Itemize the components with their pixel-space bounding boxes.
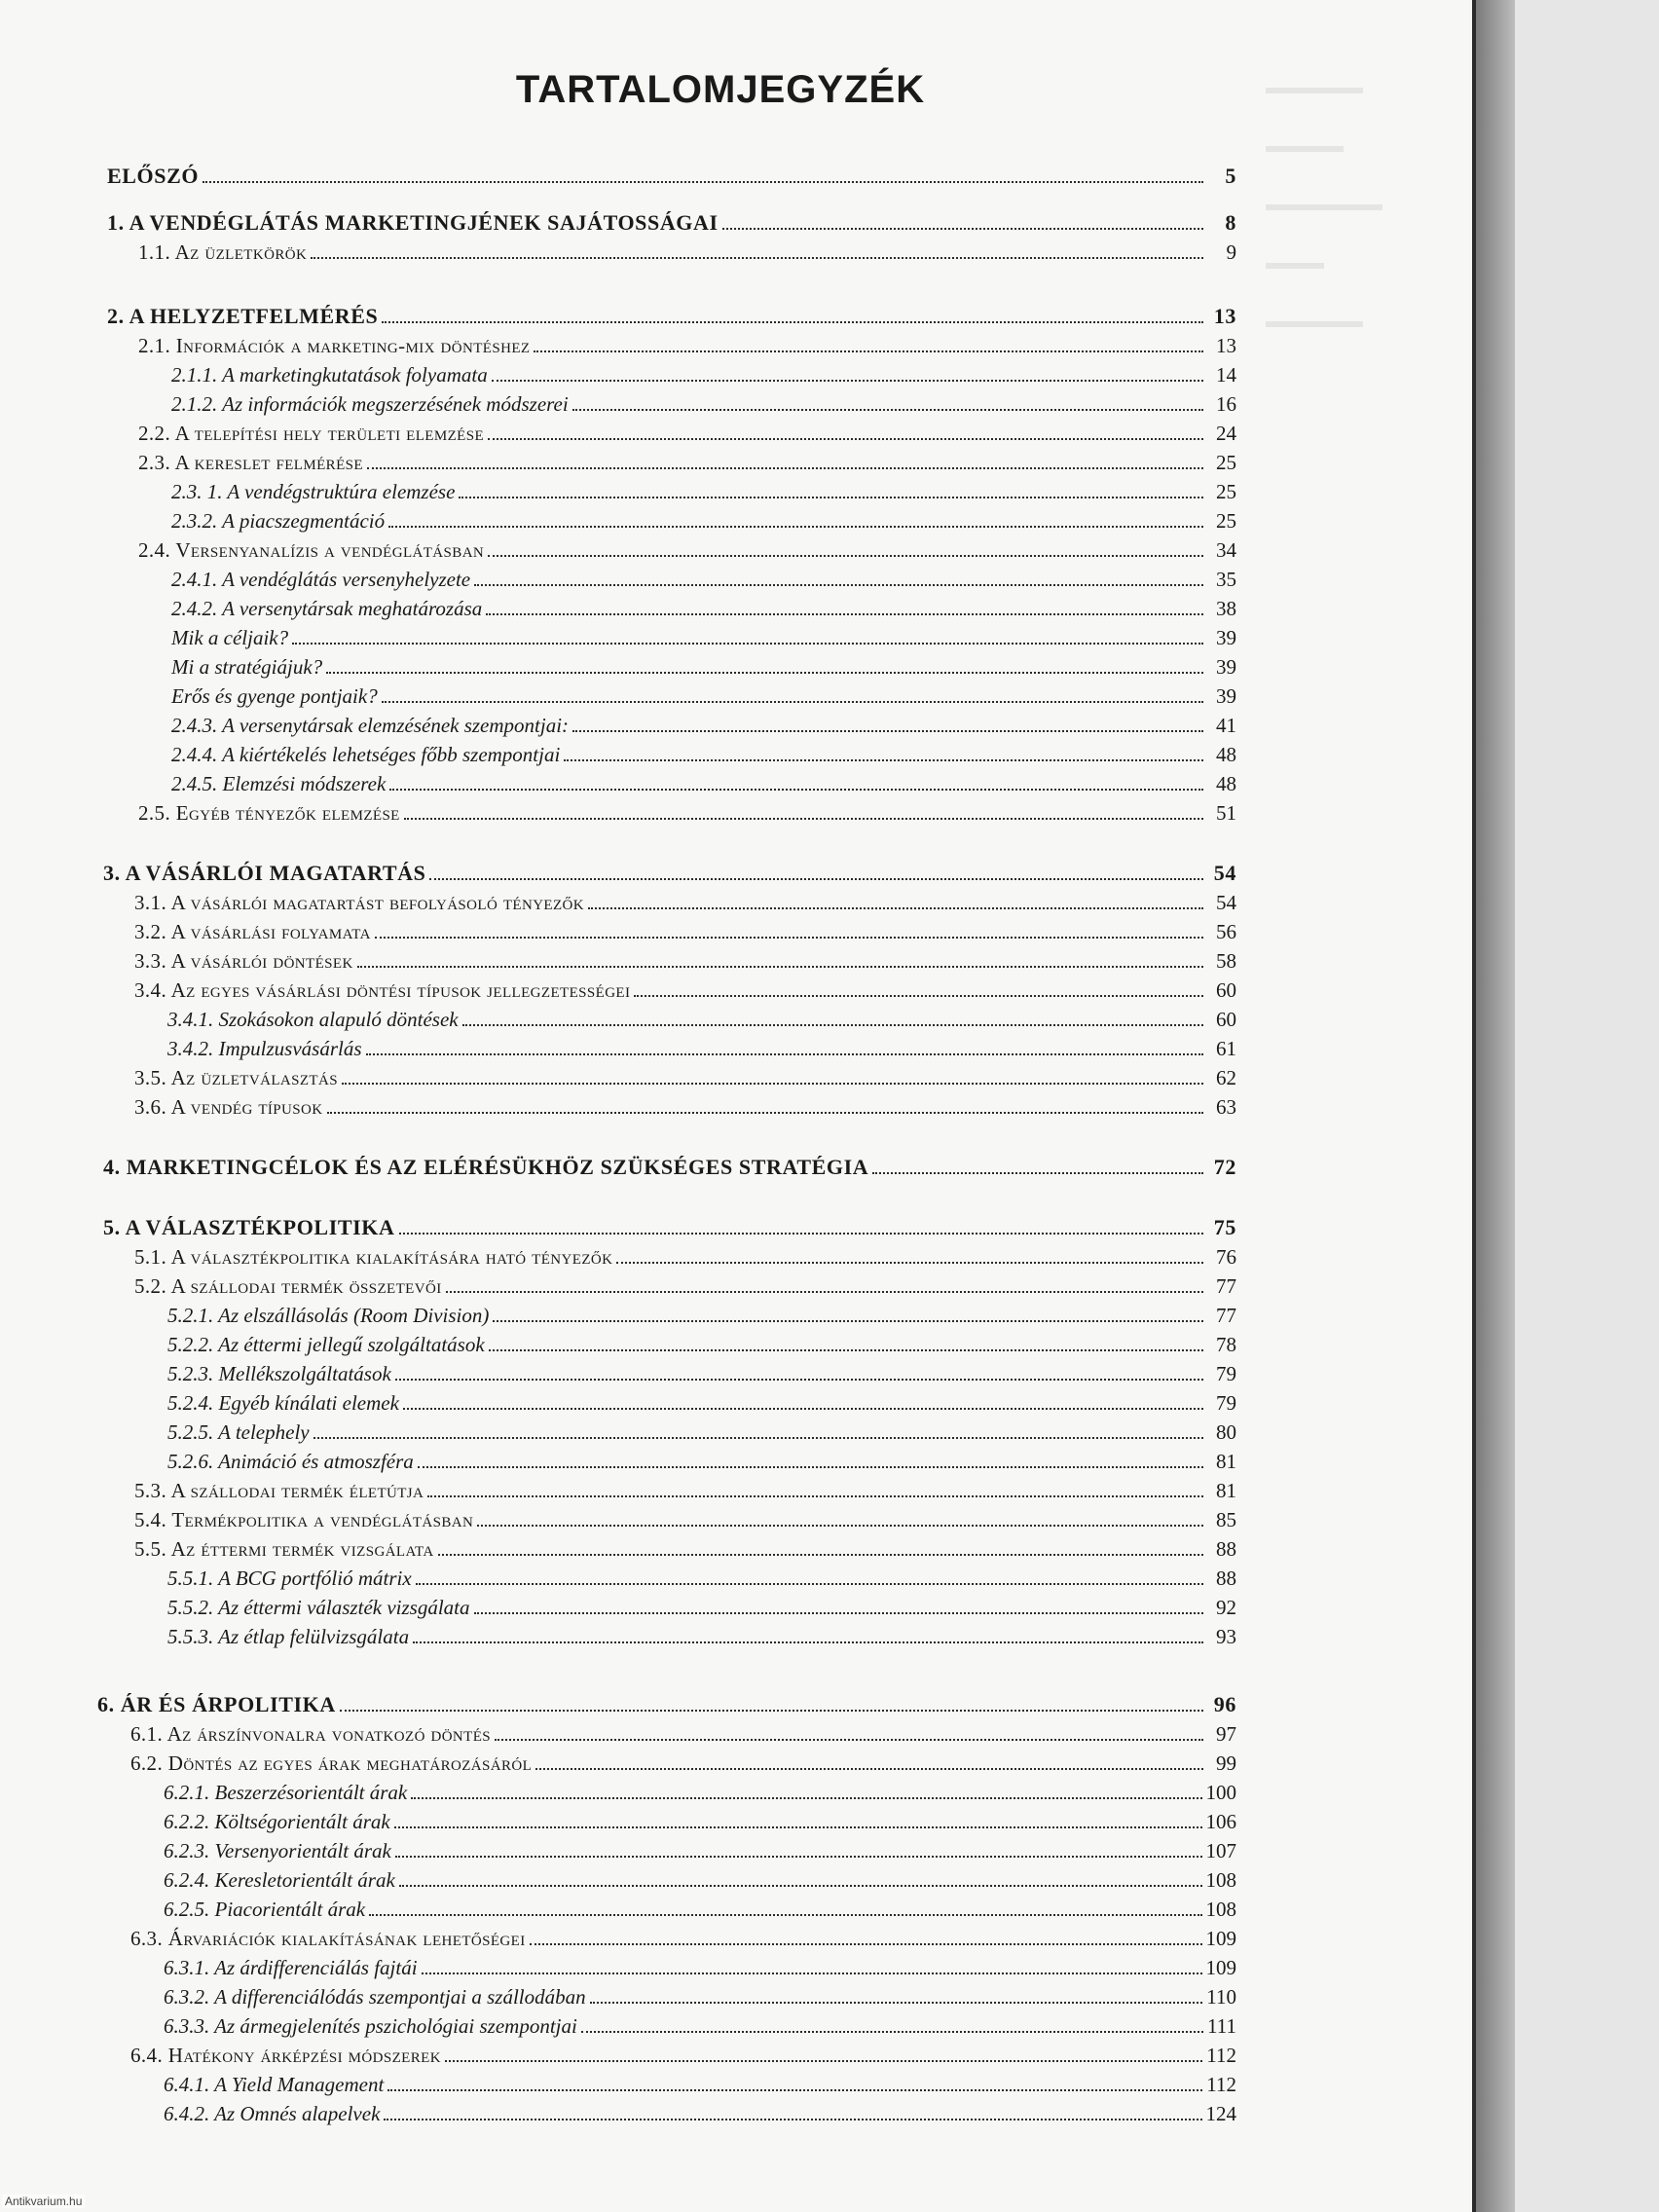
toc-entry-label: 2.1. Információk a marketing-mix döntéshez (138, 334, 531, 357)
toc-entry-label: 6.3. Árvariációk kialakításának lehetőségei (130, 1927, 526, 1950)
toc-chapter-4 (103, 1155, 1236, 1180)
toc-section (138, 800, 1236, 826)
toc-entry-label: Erős és gyenge pontjaik? (171, 684, 378, 708)
toc-section (134, 919, 1236, 944)
toc-section (130, 2043, 1236, 2068)
leader-dots (486, 613, 1203, 615)
toc-entry-label: 3.5. Az üzletválasztás (134, 1066, 338, 1089)
toc-entry-page: 124 (1205, 2102, 1236, 2125)
toc-entry-label: 2.4. Versenyanalízis a vendéglátásban (138, 538, 485, 562)
toc-entry-label: 6.2.4. Keresletorientált árak (164, 1868, 395, 1892)
toc-entry-page: 77 (1216, 1274, 1236, 1298)
leader-dots (535, 1768, 1203, 1770)
toc-subsection (171, 479, 1236, 504)
leader-dots (340, 1710, 1203, 1712)
toc-entry-label: 3.4. Az egyes vásárlási döntési típusok jellegzetességei (134, 978, 631, 1002)
toc-subsection (164, 1867, 1236, 1893)
leader-dots (572, 730, 1203, 732)
leader-dots (326, 672, 1203, 674)
leader-dots (462, 1024, 1203, 1026)
toc-entry-page: 81 (1216, 1450, 1236, 1473)
toc-entry-page: 108 (1205, 1898, 1236, 1921)
toc-entry-page: 110 (1206, 1985, 1236, 2009)
toc-entry-page: 78 (1216, 1333, 1236, 1356)
toc-subsection (171, 742, 1236, 767)
leader-dots (418, 1466, 1203, 1468)
toc-entry-label: 3. A VÁSÁRLÓI MAGATARTÁS (103, 861, 426, 885)
leader-dots (203, 181, 1203, 183)
toc-entry-label: Mik a céljaik? (171, 626, 289, 649)
leader-dots (474, 584, 1203, 586)
leader-dots (387, 2089, 1202, 2091)
toc-subsection (171, 713, 1236, 738)
toc-entry-label: 6. ÁR ÉS ÁRPOLITIKA (97, 1692, 336, 1716)
toc-subsection (167, 1419, 1236, 1445)
toc-subsection (167, 1007, 1236, 1032)
toc-entry-label: 3.6. A vendég típusok (134, 1095, 323, 1119)
toc-subsection (167, 1332, 1236, 1357)
toc-section (134, 1536, 1236, 1562)
toc-entry-label: 5.5.3. Az étlap felülvizsgálata (167, 1625, 410, 1648)
toc-entry-label: 6.3.1. Az árdifferenciálás fajtái (164, 1956, 418, 1979)
toc-entry-page: 25 (1216, 480, 1236, 503)
toc-section (134, 1244, 1236, 1270)
toc-section (138, 421, 1236, 446)
toc-entry-page: 109 (1205, 1927, 1236, 1950)
toc-entry-label: 4. MARKETINGCÉLOK ÉS AZ ELÉRÉSÜKHÖZ SZÜKSÉGES STRATÉGIA (103, 1155, 869, 1179)
toc-section (130, 1751, 1236, 1776)
toc-entry-page: 108 (1205, 1868, 1236, 1892)
toc-entry-page: 14 (1216, 363, 1236, 387)
toc-section (138, 333, 1236, 358)
toc-entry-label: 6.1. Az árszínvonalra vonatkozó döntés (130, 1722, 492, 1746)
toc-entry-label: 6.2.2. Költségorientált árak (164, 1810, 390, 1833)
toc-entry-label: 2.3.2. A piacszegmentáció (171, 509, 386, 533)
leader-dots (489, 1349, 1203, 1351)
toc-entry-page: 5 (1225, 164, 1236, 188)
toc-entry-page: 63 (1216, 1095, 1236, 1119)
toc-section (134, 890, 1236, 915)
toc-entry-page: 9 (1226, 240, 1236, 264)
leader-dots (389, 789, 1203, 791)
toc-subsection (171, 567, 1236, 592)
toc-entry-label: 6.4.1. A Yield Management (164, 2073, 385, 2096)
toc-question (171, 625, 1236, 650)
toc-entry-page: 39 (1216, 626, 1236, 649)
leader-dots (488, 555, 1203, 557)
toc-entry-label: 2.2. A telepítési hely területi elemzése (138, 422, 485, 445)
leader-dots (722, 228, 1203, 230)
leader-dots (477, 1525, 1203, 1527)
toc-entry-label: 6.3.3. Az ármegjelenítés pszichológiai szempontjai (164, 2014, 577, 2038)
toc-subsection (164, 1780, 1236, 1805)
toc-entry-page: 109 (1205, 1956, 1236, 1979)
toc-entry-page: 77 (1216, 1304, 1236, 1327)
leader-dots (327, 1112, 1204, 1114)
toc-entry-page: 75 (1213, 1215, 1236, 1239)
toc-entry-page: 13 (1216, 334, 1236, 357)
leader-dots (438, 1554, 1203, 1556)
toc-entry-page: 58 (1216, 949, 1236, 973)
toc-section (138, 450, 1236, 475)
toc-entry-page: 25 (1216, 509, 1236, 533)
toc-section (138, 240, 1236, 265)
toc-entry-label: 5.2.3. Mellékszolgáltatások (167, 1362, 391, 1385)
toc-entry-page: 96 (1213, 1692, 1236, 1716)
toc-subsection (167, 1390, 1236, 1416)
toc-entry-label: 1. A VENDÉGLÁTÁS MARKETINGJÉNEK SAJÁTOSSÁGAI (107, 210, 719, 235)
toc-subsection (167, 1595, 1236, 1620)
toc-entry-label: 2.4.1. A vendéglátás versenyhelyzete (171, 568, 471, 591)
toc-subsection (171, 508, 1236, 534)
leader-dots (357, 966, 1203, 968)
leader-dots (474, 1612, 1204, 1614)
leader-dots (492, 380, 1203, 382)
leader-dots (311, 257, 1203, 259)
toc-entry-label: 2.3. A kereslet felmérése (138, 451, 363, 474)
leader-dots (429, 878, 1203, 880)
leader-dots (395, 1379, 1203, 1381)
toc-entry-label: 3.4.1. Szokásokon alapuló döntések (167, 1008, 459, 1031)
toc-entry-label: 1.1. Az üzletkörök (138, 240, 308, 264)
leader-dots (403, 1408, 1203, 1410)
toc-entry-label: ELŐSZÓ (107, 164, 200, 188)
toc-entry-label: Mi a stratégiájuk? (171, 655, 323, 679)
leader-dots (382, 321, 1203, 323)
toc-subsection (167, 1361, 1236, 1386)
toc-subsection (164, 1984, 1236, 2009)
toc-entry-label: 5. A VÁLASZTÉKPOLITIKA (103, 1215, 395, 1239)
toc-entry-page: 8 (1225, 210, 1236, 235)
toc-entry-page: 111 (1207, 2014, 1236, 2038)
leader-dots (411, 1797, 1201, 1799)
toc-subsection (171, 771, 1236, 796)
toc-section (138, 537, 1236, 563)
leader-dots (493, 1320, 1203, 1322)
toc-entry-label: 2.4.3. A versenytársak elemzésének szempontjai: (171, 714, 570, 737)
toc-subsection (164, 1809, 1236, 1834)
toc-entry-page: 61 (1216, 1037, 1236, 1060)
leader-dots (634, 995, 1203, 997)
toc-entry-label: 2.1.1. A marketingkutatások folyamata (171, 363, 488, 387)
toc-entry-page: 62 (1216, 1066, 1236, 1089)
toc-entry-label: 5.2.1. Az elszállásolás (Room Division) (167, 1304, 490, 1327)
toc-subsection (164, 1955, 1236, 1980)
leader-dots (394, 1826, 1202, 1828)
toc-entry-label: 5.5.1. A BCG portfólió mátrix (167, 1567, 412, 1590)
toc-entry-page: 79 (1216, 1362, 1236, 1385)
toc-entry-page: 56 (1216, 920, 1236, 943)
toc-entry-page: 99 (1216, 1751, 1236, 1775)
toc-subsection (167, 1036, 1236, 1061)
toc-entry-page: 16 (1216, 392, 1236, 416)
toc-subsection (164, 2101, 1236, 2126)
toc-entry-page: 39 (1216, 684, 1236, 708)
leader-dots (495, 1739, 1203, 1741)
toc-entry-label: 3.1. A vásárlói magatartást befolyásoló tényezők (134, 891, 585, 914)
toc-entry-page: 39 (1216, 655, 1236, 679)
toc-section (130, 1926, 1236, 1951)
toc-question (171, 654, 1236, 680)
toc-entry-label: 6.2. Döntés az egyes árak meghatározásáról (130, 1751, 533, 1775)
toc-entry-page: 34 (1216, 538, 1236, 562)
toc-subsection (167, 1566, 1236, 1591)
toc-section (134, 948, 1236, 974)
toc-entry-label: 6.2.5. Piacorientált árak (164, 1898, 366, 1921)
watermark: Antikvarium.hu (2, 2194, 85, 2208)
toc-entry-label: 2.5. Egyéb tényezők elemzése (138, 801, 400, 825)
toc-entry-page: 48 (1216, 743, 1236, 766)
leader-dots (342, 1083, 1203, 1085)
toc-subsection (167, 1303, 1236, 1328)
toc-chapter-1 (107, 210, 1236, 236)
toc-entry-page: 48 (1216, 772, 1236, 795)
toc-chapter-6 (97, 1692, 1236, 1717)
toc-entry-foreword (107, 164, 1236, 189)
toc-chapter-5 (103, 1215, 1236, 1240)
toc-entry-page: 80 (1216, 1420, 1236, 1444)
leader-dots (384, 2119, 1201, 2120)
toc-entry-page: 54 (1213, 861, 1236, 885)
toc-subsection (164, 2072, 1236, 2097)
toc-entry-page: 54 (1216, 891, 1236, 914)
toc-entry-label: 2.3. 1. A vendégstruktúra elemzése (171, 480, 456, 503)
toc-subsection (164, 1897, 1236, 1922)
toc-entry-page: 88 (1216, 1567, 1236, 1590)
toc-entry-label: 5.5. Az éttermi termék vizsgálata (134, 1537, 434, 1561)
toc-entry-label: 5.2.4. Egyéb kínálati elemek (167, 1391, 399, 1415)
toc-entry-label: 6.4.2. Az Omnés alapelvek (164, 2102, 381, 2125)
toc-entry-label: 2.4.2. A versenytársak meghatározása (171, 597, 483, 620)
toc-subsection (171, 596, 1236, 621)
leader-dots (427, 1495, 1203, 1497)
leader-dots (534, 350, 1203, 352)
toc-entry-label: 5.2.5. A telephely (167, 1420, 310, 1444)
leader-dots (404, 818, 1203, 820)
leader-dots (564, 759, 1203, 761)
toc-entry-label: 5.2.2. Az éttermi jellegű szolgáltatások (167, 1333, 485, 1356)
toc-section (134, 1065, 1236, 1090)
leader-dots (446, 1291, 1203, 1293)
toc-entry-label: 2.1.2. Az információk megszerzésének módszerei (171, 392, 569, 416)
toc-subsection (167, 1449, 1236, 1474)
toc-entry-page: 88 (1216, 1537, 1236, 1561)
toc-entry-page: 41 (1216, 714, 1236, 737)
leader-dots (616, 1262, 1203, 1264)
toc-entry-page: 100 (1205, 1781, 1236, 1804)
toc-entry-label: 5.3. A szállodai termék életútja (134, 1479, 424, 1502)
leader-dots (382, 701, 1203, 703)
leader-dots (445, 2060, 1202, 2062)
toc-entry-label: 6.3.2. A differenciálódás szempontjai a szállodában (164, 1985, 586, 2009)
toc-entry-page: 13 (1213, 304, 1236, 328)
toc-entry-label: 5.1. A választékpolitika kialakítására ható tényezők (134, 1245, 613, 1269)
leader-dots (395, 1856, 1202, 1858)
toc-section (130, 1721, 1236, 1747)
leader-dots (292, 643, 1203, 645)
toc-entry-page: 72 (1213, 1155, 1236, 1179)
toc-entry-page: 97 (1216, 1722, 1236, 1746)
toc-entry-page: 79 (1216, 1391, 1236, 1415)
toc-entry-label: 5.5.2. Az éttermi választék vizsgálata (167, 1596, 470, 1619)
toc-subsection (167, 1624, 1236, 1649)
toc-entry-page: 106 (1205, 1810, 1236, 1833)
toc-entry-page: 81 (1216, 1479, 1236, 1502)
binding-shadow (1476, 0, 1515, 2212)
toc-entry-page: 93 (1216, 1625, 1236, 1648)
toc-entry-page: 112 (1206, 2073, 1236, 2096)
leader-dots (366, 1053, 1203, 1055)
toc-entry-page: 60 (1216, 1008, 1236, 1031)
bleed-through-shadow: ▬▬▬▬▬ ▬▬▬▬ ▬▬▬▬▬▬ ▬▬▬ ▬▬▬▬▬ (1266, 77, 1382, 332)
toc-entry-label: 6.2.3. Versenyorientált árak (164, 1839, 391, 1862)
toc-subsection (171, 391, 1236, 417)
leader-dots (581, 2031, 1203, 2033)
leader-dots (313, 1437, 1203, 1439)
toc-entry-page: 51 (1216, 801, 1236, 825)
leader-dots (572, 409, 1203, 411)
toc-entry-label: 2.4.5. Elemzési módszerek (171, 772, 387, 795)
leader-dots (488, 438, 1203, 440)
leader-dots (367, 467, 1203, 469)
leader-dots (459, 497, 1203, 498)
toc-entry-page: 35 (1216, 568, 1236, 591)
toc-subsection (164, 1838, 1236, 1863)
toc-chapter-2 (107, 304, 1236, 329)
toc-entry-label: 5.2.6. Animáció és atmoszféra (167, 1450, 414, 1473)
leader-dots (399, 1885, 1202, 1887)
leader-dots (588, 907, 1203, 909)
toc-entry-page: 24 (1216, 422, 1236, 445)
toc-entry-label: 5.2. A szállodai termék összetevői (134, 1274, 442, 1298)
toc-entry-page: 85 (1216, 1508, 1236, 1531)
toc-question (171, 683, 1236, 709)
toc-subsection (171, 362, 1236, 387)
leader-dots (369, 1914, 1201, 1916)
leader-dots (530, 1943, 1202, 1945)
toc-entry-label: 6.4. Hatékony árképzési módszerek (130, 2044, 441, 2067)
toc-entry-page: 38 (1216, 597, 1236, 620)
toc-chapter-3 (103, 861, 1236, 886)
toc-entry-label: 3.4.2. Impulzusvásárlás (167, 1037, 362, 1060)
toc-section (134, 1507, 1236, 1532)
toc-entry-page: 112 (1206, 2044, 1236, 2067)
toc-section (134, 1478, 1236, 1503)
toc-entry-page: 25 (1216, 451, 1236, 474)
toc-subsection (164, 2013, 1236, 2039)
leader-dots (399, 1233, 1204, 1235)
toc-entry-label: 2. A HELYZETFELMÉRÉS (107, 304, 379, 328)
toc-entry-label: 6.2.1. Beszerzésorientált árak (164, 1781, 408, 1804)
toc-entry-label: 2.4.4. A kiértékelés lehetséges főbb szempontjai (171, 743, 561, 766)
leader-dots (416, 1583, 1203, 1585)
leader-dots (872, 1172, 1203, 1174)
toc-entry-label: 3.3. A vásárlói döntések (134, 949, 353, 973)
page-title: TARTALOMJEGYZÉK (515, 68, 926, 111)
toc-entry-page: 92 (1216, 1596, 1236, 1619)
leader-dots (375, 937, 1203, 939)
toc-entry-label: 5.4. Termékpolitika a vendéglátásban (134, 1508, 474, 1531)
toc-section (134, 1273, 1236, 1299)
toc-entry-page: 76 (1216, 1245, 1236, 1269)
leader-dots (590, 2002, 1203, 2004)
leader-dots (388, 526, 1203, 528)
toc-entry-page: 107 (1205, 1839, 1236, 1862)
leader-dots (413, 1641, 1203, 1643)
toc-section (134, 1094, 1236, 1120)
toc-entry-page: 60 (1216, 978, 1236, 1002)
toc-entry-label: 3.2. A vásárlási folyamata (134, 920, 371, 943)
leader-dots (422, 1972, 1202, 1974)
toc-section (134, 977, 1236, 1003)
